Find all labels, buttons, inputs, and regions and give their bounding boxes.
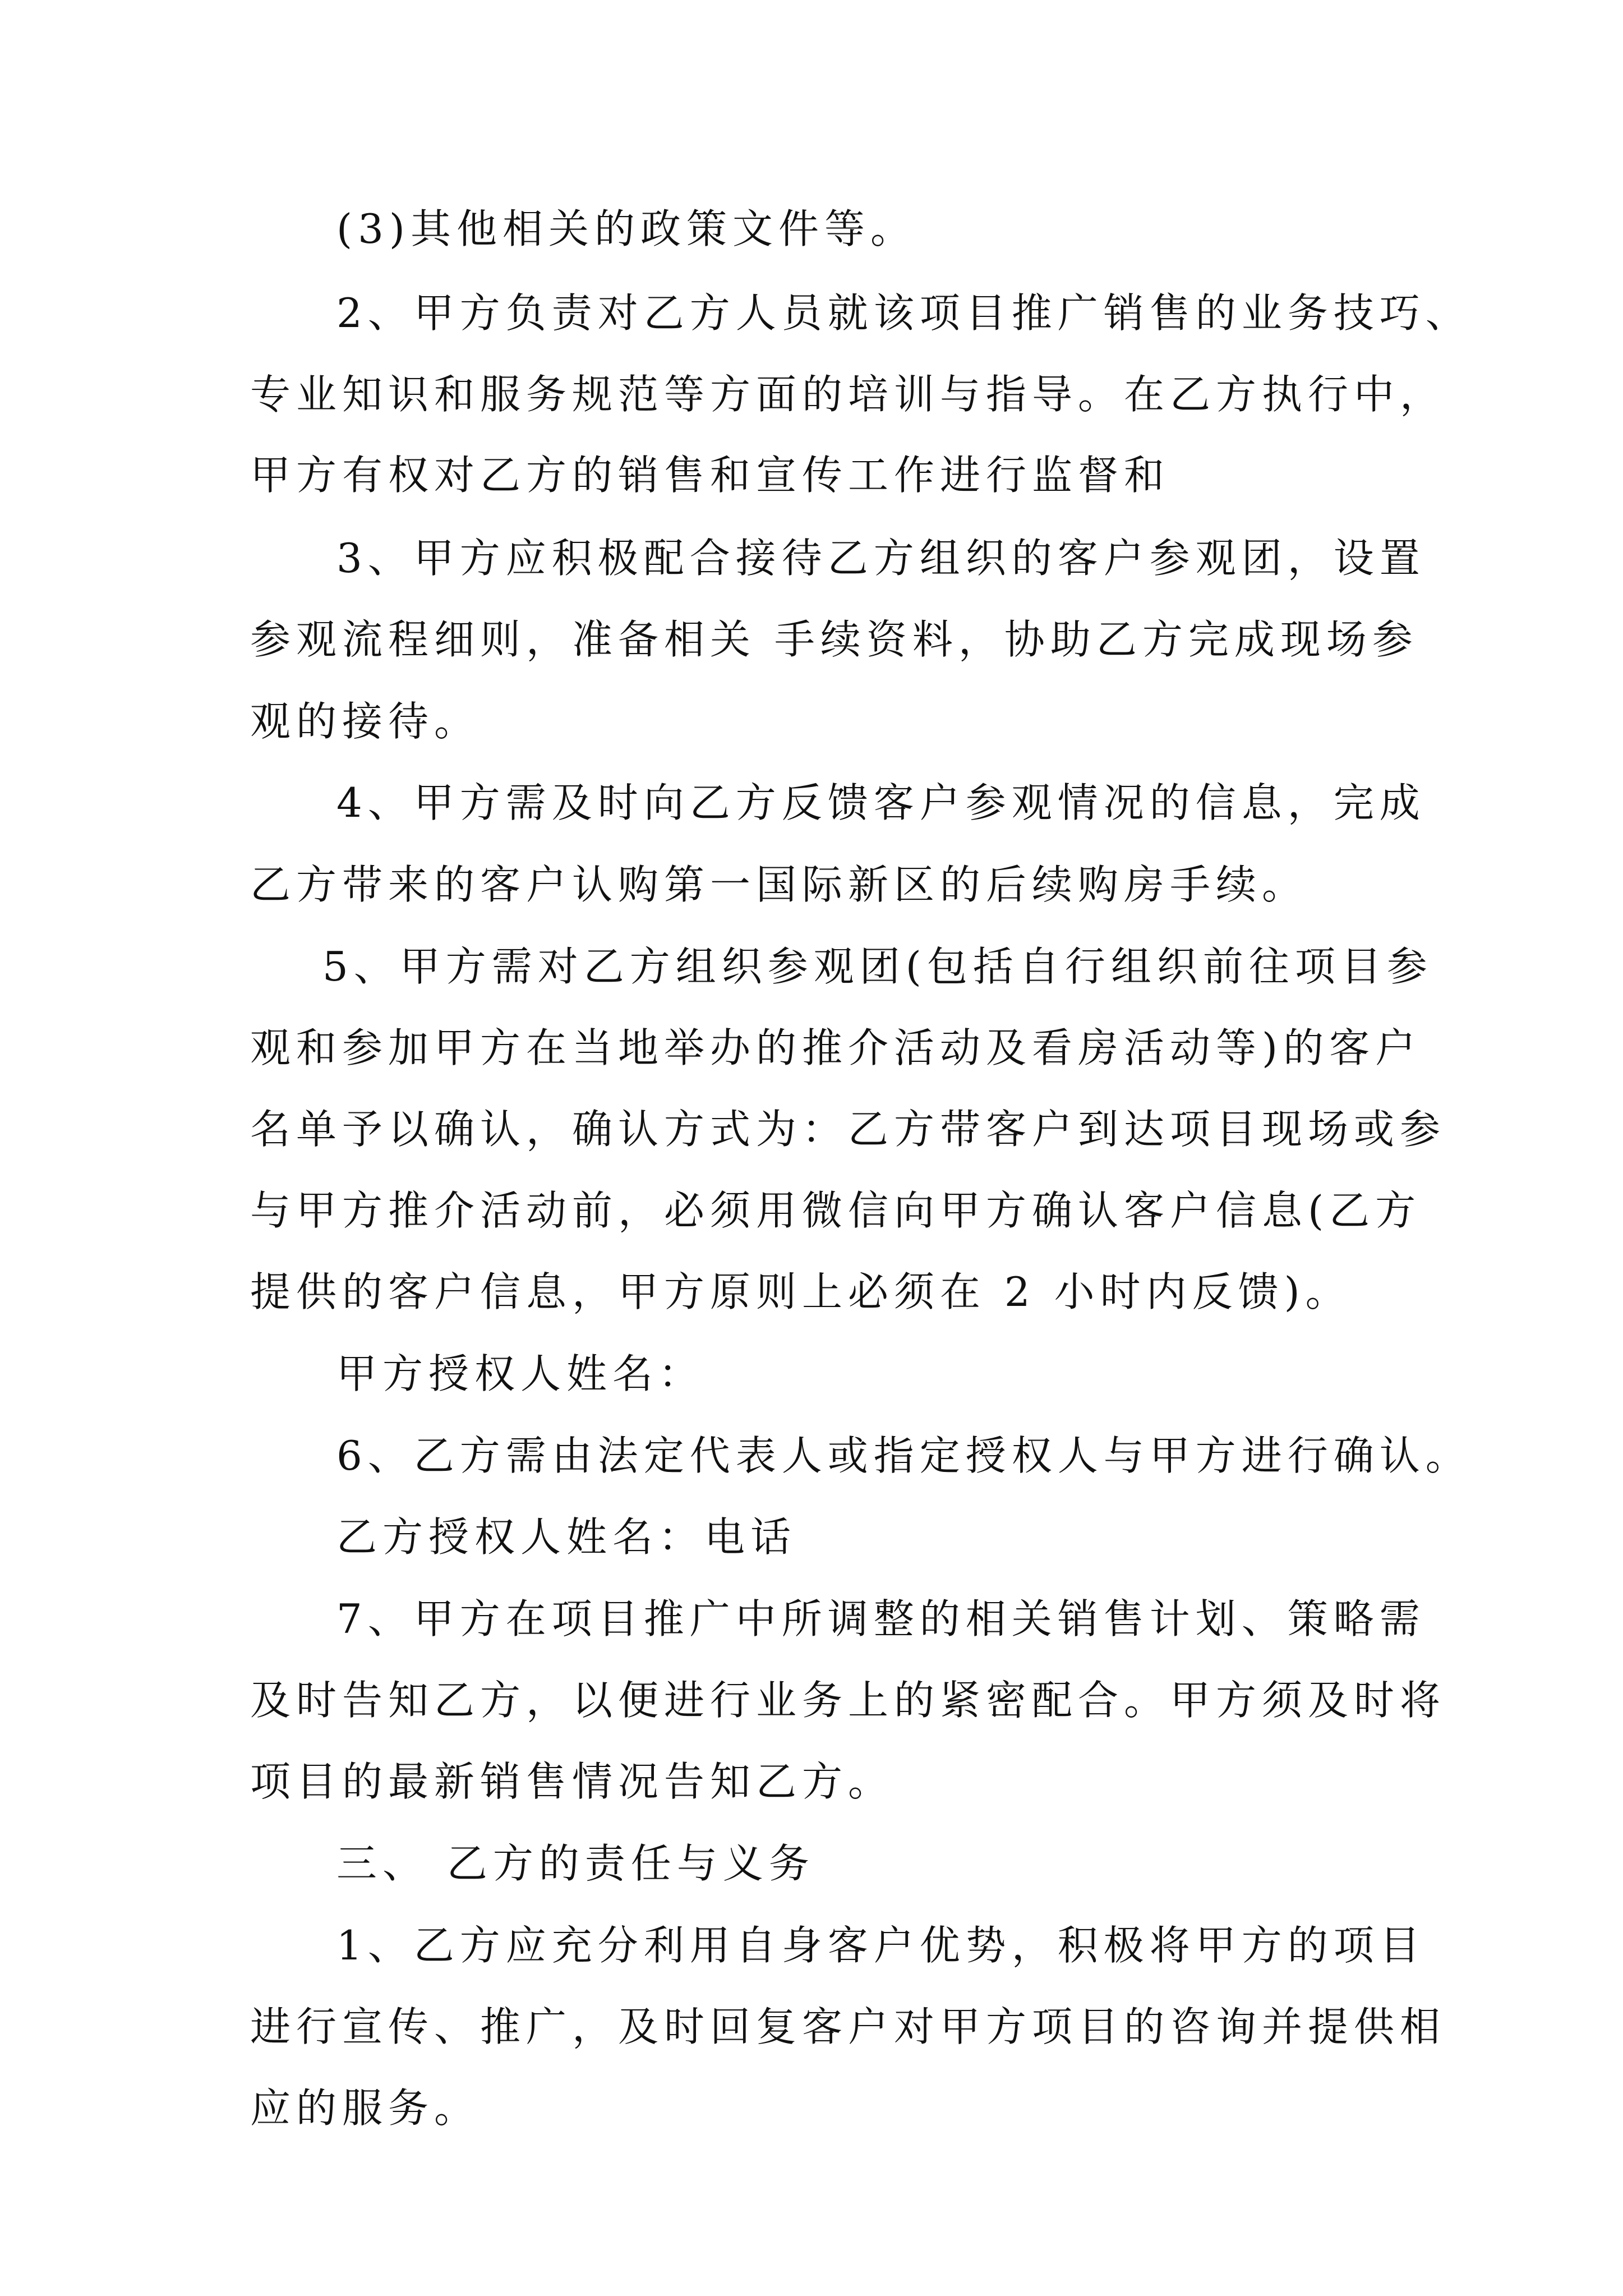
text-line: (3)其他相关的政策文件等。 <box>336 205 916 252</box>
text-line: 进行宣传、推广，及时回复客户对甲方项目的咨询并提供相 <box>250 2003 1446 2050</box>
text-line: 1、乙方应充分利用自身客户优势，积极将甲方的项目 <box>336 1922 1426 1969</box>
text-line: 4、甲方需及时向乙方反馈客户参观情况的信息，完成 <box>336 779 1426 826</box>
text-line: 提供的客户信息，甲方原则上必须在 2 小时内反馈)。 <box>250 1268 1352 1315</box>
section-heading: 三、 乙方的责任与义务 <box>336 1840 815 1887</box>
text-line: 观和参加甲方在当地举办的推介活动及看房活动等)的客户 <box>250 1024 1422 1071</box>
text-line: 应的服务。 <box>250 2085 481 2132</box>
text-line: 项目的最新销售情况告知乙方。 <box>250 1758 895 1805</box>
text-line: 专业知识和服务规范等方面的培训与指导。在乙方执行中， <box>250 371 1446 418</box>
text-line: 观的接待。 <box>250 698 481 745</box>
text-line: 7、甲方在项目推广中所调整的相关销售计划、策略需 <box>336 1595 1426 1642</box>
text-line: 甲方有权对乙方的销售和宣传工作进行监督和 <box>250 452 1170 499</box>
text-line: 及时告知乙方，以便进行业务上的紧密配合。甲方须及时将 <box>250 1677 1446 1724</box>
text-line: 乙方授权人姓名：电话 <box>336 1513 797 1561</box>
text-line: 甲方授权人姓名： <box>336 1350 705 1397</box>
text-line: 乙方带来的客户认购第一国际新区的后续购房手续。 <box>250 861 1308 908</box>
text-line: 3、甲方应积极配合接待乙方组织的客户参观团，设置 <box>336 535 1426 582</box>
text-line: 5、甲方需对乙方组织参观团(包括自行组织前往项目参 <box>322 943 1433 990</box>
text-line: 2、甲方负责对乙方人员就该项目推广销售的业务技巧、 <box>336 289 1472 337</box>
text-line: 6、乙方需由法定代表人或指定授权人与甲方进行确认。 <box>336 1432 1472 1479</box>
text-line: 参观流程细则，准备相关 手续资料，协助乙方完成现场参 <box>250 616 1418 663</box>
text-line: 名单予以确认，确认方式为：乙方带客户到达项目现场或参 <box>250 1106 1446 1153</box>
text-line: 与甲方推介活动前，必须用微信向甲方确认客户信息(乙方 <box>250 1187 1422 1234</box>
